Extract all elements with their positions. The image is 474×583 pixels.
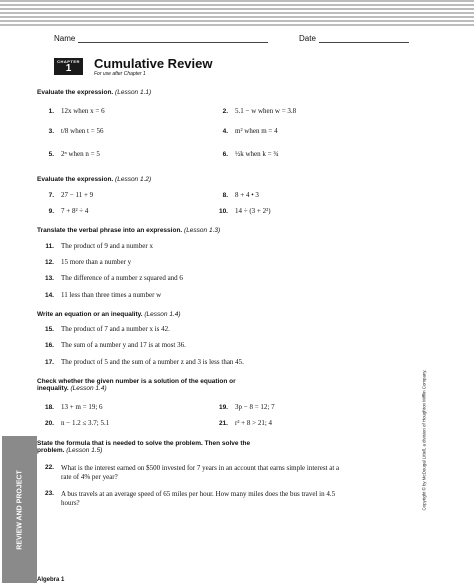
question-15: 15. The product of 7 and a number x is 42. [44,325,170,333]
date-field [299,34,409,43]
question-8: 8. 8 + 4 • 3 [222,191,259,199]
question-19: 19. 3p − 8 = 12; 7 [218,403,275,411]
question-18: 18. 13 + m = 19; 6 [44,403,103,411]
question-22: 22. What is the interest earned on $500 invested for 7 years in an account that earns simple interest at a rate of 4% per year? [44,464,340,481]
chapter-badge-label: CHAPTER [57,59,80,64]
question-9: 9. 7 + 8² ÷ 4 [48,207,89,215]
name-label: Name [54,34,76,43]
section-sidebar-tab [2,436,37,583]
date-label: Date [299,34,316,43]
question-6: 6. ½k when k = ¾ [222,150,279,158]
question-1: 1. 12x when x = 6 [48,107,105,115]
chapter-badge [54,58,83,75]
question-16: 16. The sum of a number y and 17 is at most 36. [44,341,186,349]
name-line[interactable] [78,35,268,43]
question-3: 3. t/8 when t = 56 [48,127,104,135]
question-5: 5. 2ⁿ when n = 5 [48,150,100,158]
chapter-badge-number: 1 [65,63,72,74]
section-heading-4: Write an equation or an inequality. (Lesson 1.4) [37,311,181,318]
question-4: 4. m² when m = 4 [222,127,278,135]
question-14: 14. 11 less than three times a number w [44,291,162,299]
question-11: 11. The product of 9 and a number x [45,242,153,250]
page-title: Cumulative Review [94,56,213,71]
question-13: 13. The difference of a number z squared and 6 [44,274,183,282]
date-line[interactable] [319,35,409,43]
header-stripes [0,0,474,26]
question-21: 21. r² + 8 > 21; 4 [218,419,273,427]
question-12: 12. 15 more than a number y [44,258,132,266]
section-heading-5: Check whether the given number is a solution of the equation or inequality. (Lesson 1.4) [37,378,236,392]
question-23: 23. A bus travels at an average speed of 65 miles per hour. How many miles does the bus travel in 4.5 hours? [44,490,336,507]
section-heading-3: Translate the verbal phrase into an expression. (Lesson 1.3) [37,227,221,234]
question-10: 10. 14 ÷ (3 + 2²) [218,207,271,215]
section-heading-6: State the formula that is needed to solve the problem. Then solve the problem. (Lesson 1.5) [37,440,251,454]
question-2: 2. 5.1 − w when w = 3.8 [222,107,297,115]
book-footer: Algebra 1 [37,577,65,583]
copyright-notice: Copyright © by McDougal Littell, a division of Houghton Mifflin Company. [421,369,427,511]
section-heading-2: Evaluate the expression. (Lesson 1.2) [37,176,152,183]
sidebar-label: REVIEW AND PROJECT [16,469,23,550]
question-20: 20. n − 1.2 ≤ 3.7; 5.1 [44,419,110,427]
question-7: 7. 27 − 11 + 9 [48,191,94,199]
question-17: 17. The product of 5 and the sum of a number z and 3 is less than 45. [44,358,244,366]
section-heading-1: Evaluate the expression. (Lesson 1.1) [37,89,152,96]
page-subtitle: For use after Chapter 1 [94,71,146,77]
name-field [54,34,268,43]
